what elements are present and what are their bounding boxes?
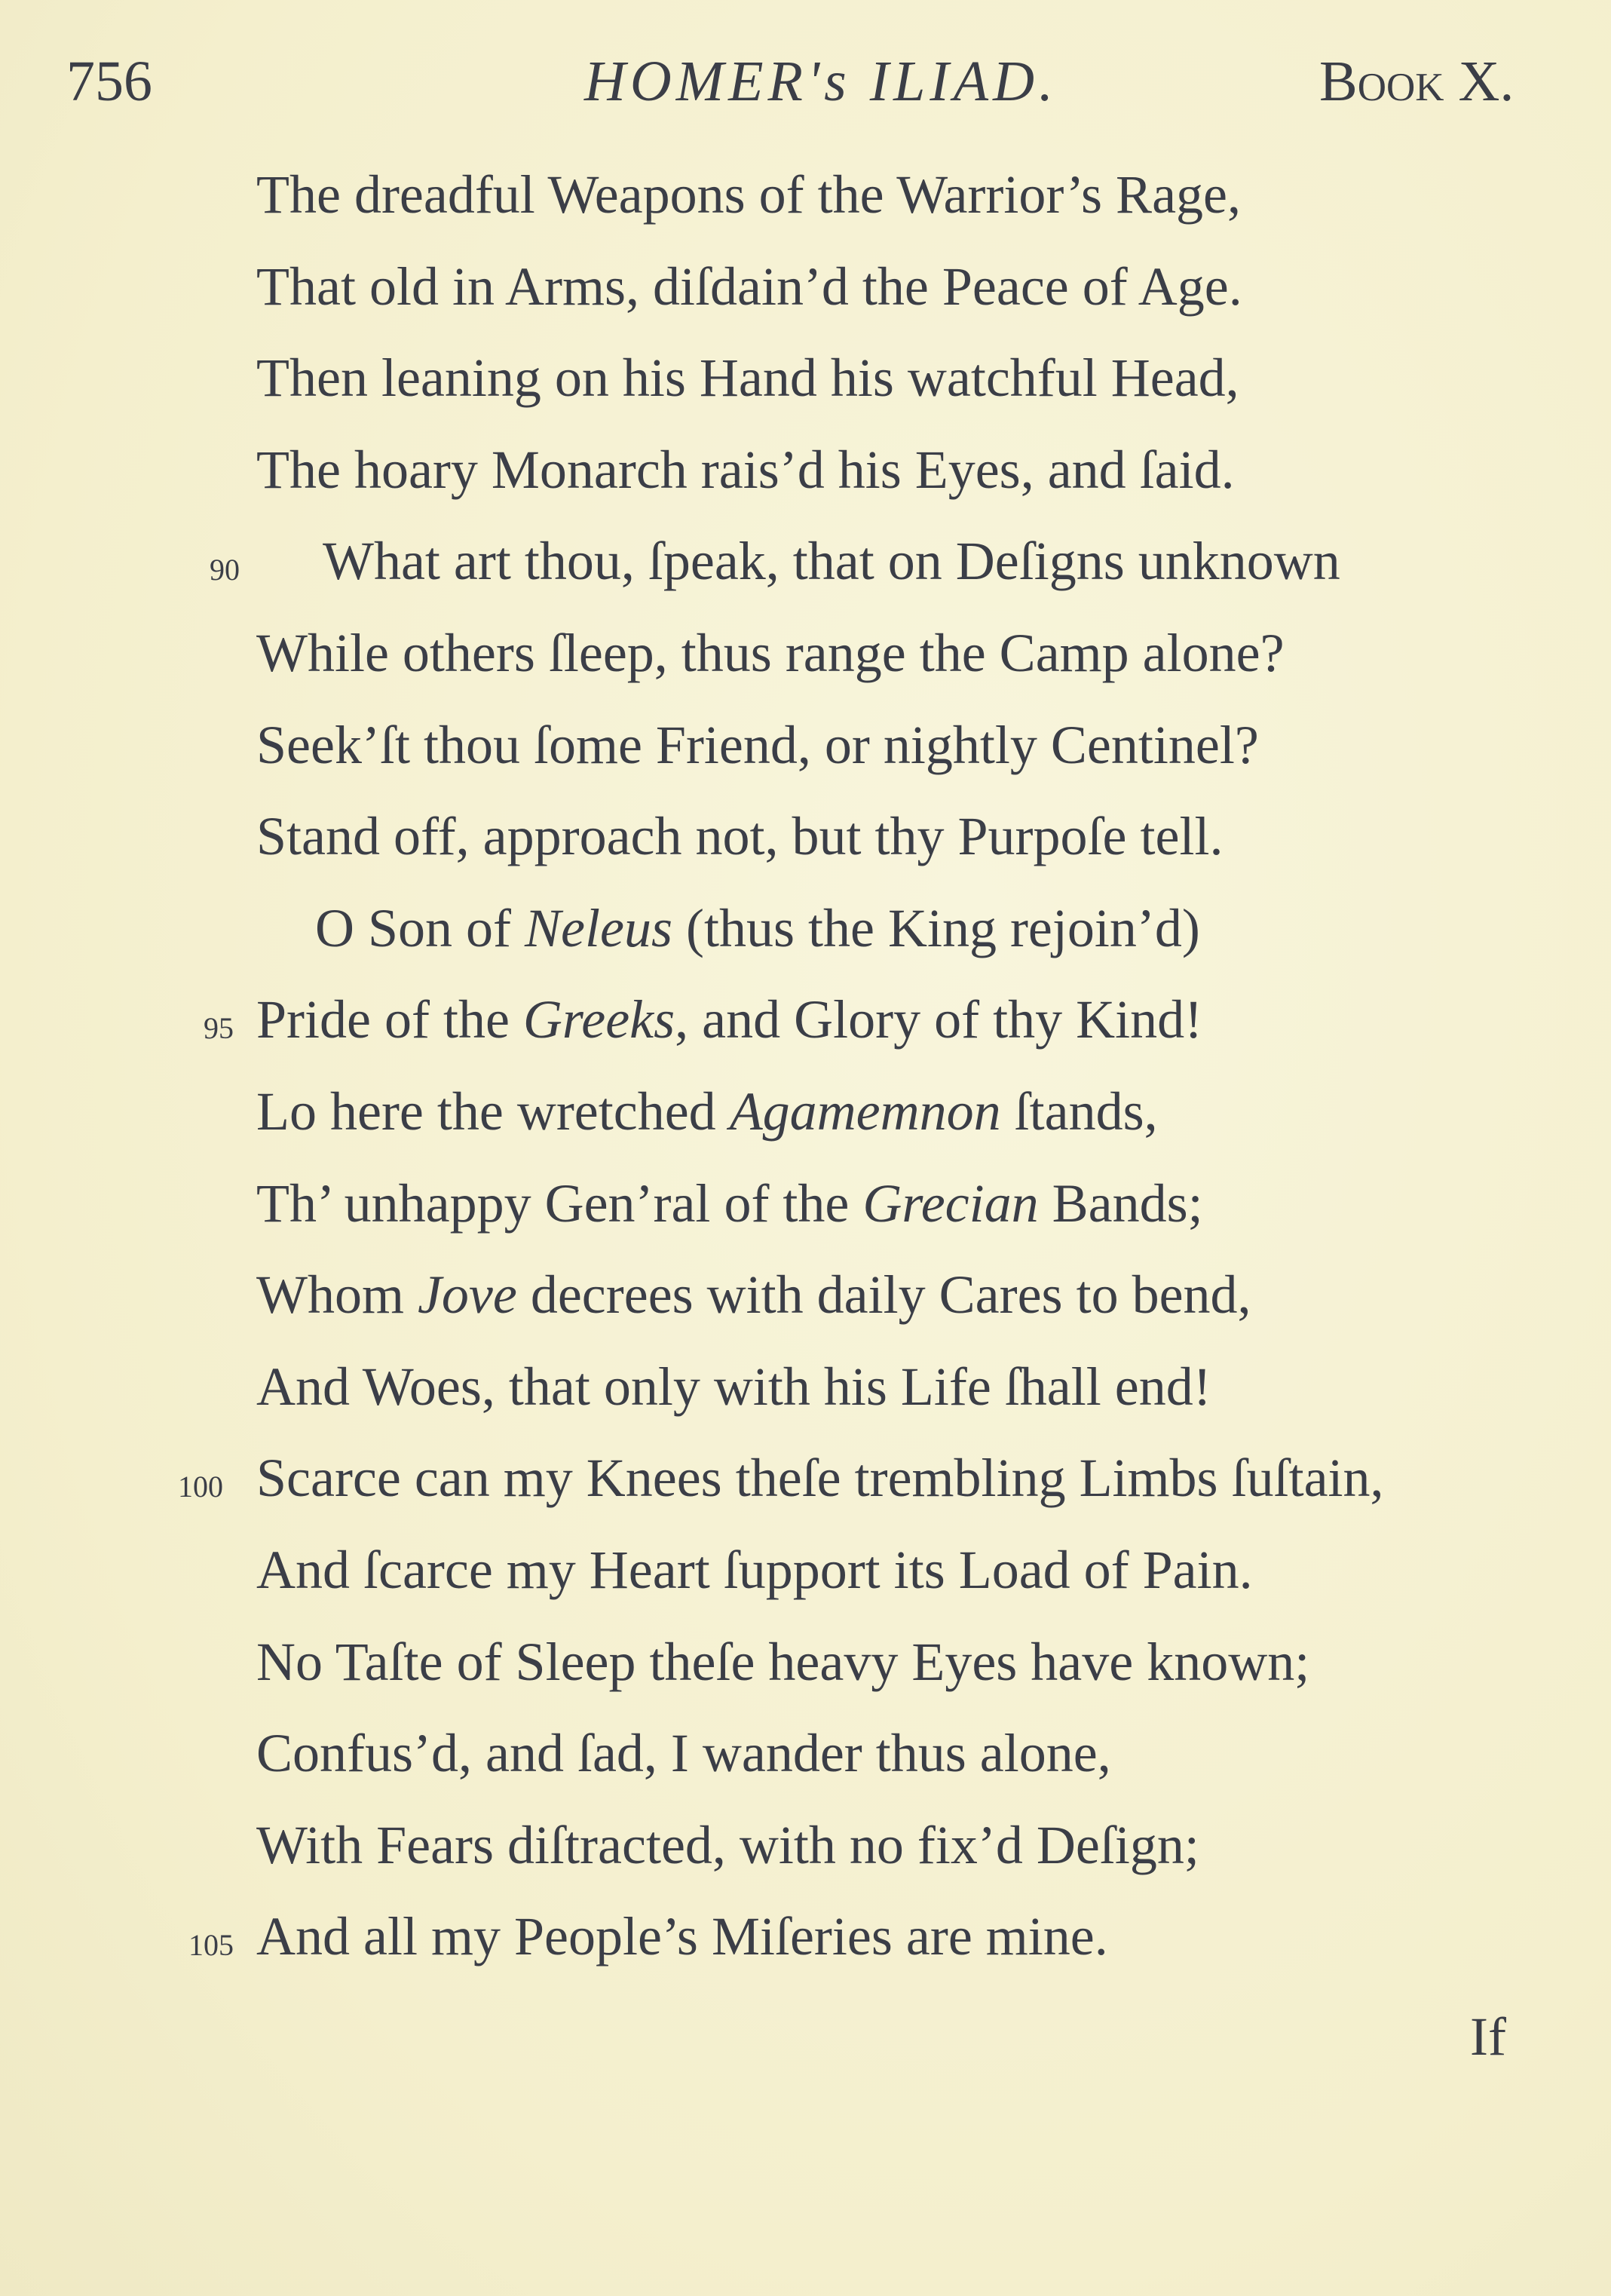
line-number: 95 [204,1011,234,1046]
verse-segment: Then leaning on his Hand his watchful Head, [256,348,1239,409]
verse-segment: Bands; [1038,1173,1203,1234]
verse-line [256,1540,1253,1600]
verse-line [256,1448,1384,1509]
running-title: HOMER's ILIAD. [584,50,1058,113]
verse-segment: Confus’d, and ſad, I wander thus alone, [256,1723,1111,1784]
verse-segment: ſtands, [1000,1081,1158,1142]
verse-line [256,348,1239,409]
verse-line [256,623,1285,683]
verse-line [256,989,1203,1050]
verse-line [256,164,1241,225]
verse-segment: And all my People’s Miſeries are mine. [256,1906,1108,1967]
verse-line [256,1723,1111,1784]
verse-segment: With Fears diſtracted, with no fix’d Deſign; [256,1814,1199,1875]
verse-segment: And Woes, that only with his Life ſhall end! [256,1356,1211,1417]
book-number: Book X. [1319,50,1515,113]
italic-name: Grecian [862,1173,1039,1234]
verse-segment: No Taſte of Sleep theſe heavy Eyes have known; [256,1631,1310,1692]
verse-segment: The dreadful Weapons of the Warrior’s Rage, [256,164,1241,225]
verse-segment: While others ſleep, thus range the Camp alone? [256,623,1285,683]
verse-segment: That old in Arms, diſdain’d the Peace of Age. [256,256,1242,317]
catchword: If [1470,2006,1506,2067]
verse-line [256,1081,1158,1142]
verse-line [256,1814,1199,1875]
verse-segment: (thus the King rejoin’d) [672,897,1200,958]
verse-segment: Lo here the wretched [256,1081,730,1142]
verse-line [256,1264,1251,1326]
verse-segment: What art thou, ſpeak, that on Deſigns unknown [323,531,1340,592]
line-number: 90 [210,553,240,587]
page-number: 756 [66,50,152,113]
line-number: 105 [188,1928,234,1963]
italic-name: Jove [417,1264,517,1326]
verse-line [256,806,1224,867]
verse-line [256,1631,1310,1692]
verse-segment: Stand off, approach not, but thy Purpoſe tell. [256,806,1224,867]
verse-line [256,1356,1211,1417]
verse-line [256,1173,1203,1234]
verse-segment: The hoary Monarch rais’d his Eyes, and ſaid. [256,439,1235,500]
verse-line [256,1906,1108,1967]
verse-segment: Pride of the [256,989,523,1050]
italic-name: Agamemnon [729,1081,1001,1142]
verse-line [315,897,1200,958]
verse-line [256,256,1242,317]
line-number: 100 [178,1470,223,1504]
verse-segment: Seek’ſt thou ſome Friend, or nightly Centinel? [256,714,1259,775]
verse-segment: Scarce can my Knees theſe trembling Limbs ſuſtain, [256,1448,1384,1509]
verse-line [256,714,1259,775]
verse-segment: Th’ unhappy Gen’ral of the [256,1173,863,1234]
verse-line [323,531,1340,592]
verse-segment: O Son of [315,897,525,958]
verse-line [256,439,1235,500]
verse-segment: , and Glory of thy Kind! [675,989,1203,1050]
verse-segment: And ſcarce my Heart ſupport its Load of Pain. [256,1540,1253,1600]
verse-segment: decrees with daily Cares to bend, [516,1264,1251,1326]
italic-name: Neleus [525,897,672,958]
verse-segment: Whom [256,1264,418,1326]
italic-name: Greeks [522,989,675,1050]
